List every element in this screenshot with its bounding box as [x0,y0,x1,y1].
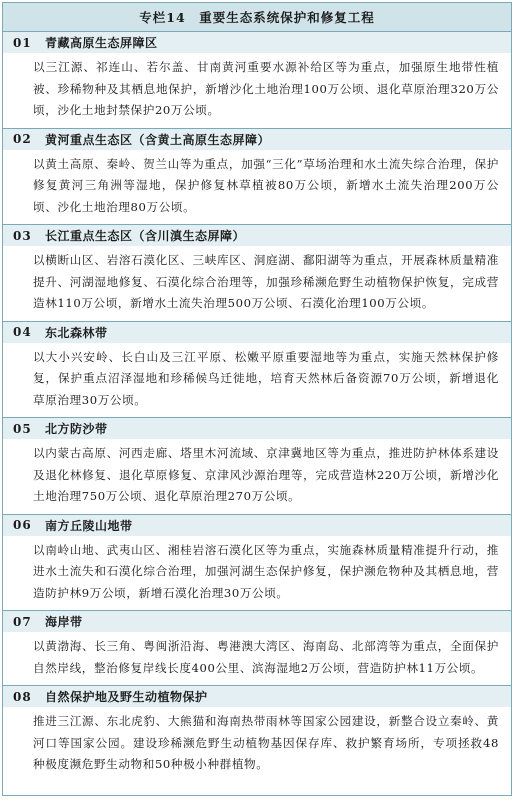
section-header [3,32,511,53]
section-number: 05 [13,421,32,436]
section-heading: 海岸带 [45,615,83,629]
section-header [3,515,511,536]
section-body: 以大小兴安岭、长白山及三江平原、松嫩平原重要湿地等为重点，实施天然林保护修复，保护重点沼泽湿地和珍稀候鸟迁徙地，培育天然林后备资源70万公顷，新增退化草原治理30万公顷。 [33,349,499,407]
infobox-title: 专栏14 重要生态系统保护和修复工程 [3,3,511,32]
section-number: 08 [13,689,32,704]
section-heading: 长江重点生态区（含川滇生态屏障） [45,229,246,243]
section-number: 02 [13,132,32,146]
section-header [3,686,511,707]
section-header [3,225,511,246]
section-body: 以三江源、祁连山、若尔盖、甘南黄河重要水源补给区等为重点，加强原生地带性植被、珍稀物种及其栖息地保护，新增沙化土地治理100万公顷、退化草原治理320万公顷，沙化土地封禁保护20万公顷。 [33,60,499,117]
section-body: 以横断山区、岩溶石漠化区、三峡库区、洞庭湖、鄱阳湖等为重点，开展森林质量精准提升、河湖湿地修复、石漠化综合治理等，加强珍稀濒危野生动植物保护恢复，完成营造林110万公顷，新增水土流失治理500万公顷、石漠化治理100万公顷。 [33,253,499,310]
section-header [3,418,511,439]
section-body: 推进三江源、东北虎豹、大熊猫和海南热带雨林等国家公园建设，新整合设立秦岭、黄河口等国家公园。建设珍稀濒危野生动植物基因保存库、救护繁育场所，专项拯救48种极度濒危野生动物和50种极小种群植物。 [33,714,499,771]
section-number: 04 [13,325,32,339]
section-06 [3,515,511,612]
section-number: 03 [13,228,32,243]
section-header [3,611,511,632]
section-01 [3,32,511,129]
section-number: 07 [13,614,32,629]
section-04 [3,322,511,419]
section-number: 06 [13,518,32,532]
section-body: 以内蒙古高原、河西走廊、塔里木河流域、京津冀地区等为重点，推进防护林体系建设及退化林修复、退化草原修复、京津风沙源治理等，完成营造林220万公顷，新增沙化土地治理750万公顷、退化草原治理270万公顷。 [33,446,499,503]
section-08 [3,686,511,782]
section-07 [3,611,511,686]
section-body: 以黄土高原、秦岭、贺兰山等为重点，加强“三化”草场治理和水土流失综合治理，保护修复黄河三角洲等湿地，保护修复林草植被80万公顷，新增水土流失治理200万公顷、沙化土地治理80万公顷。 [33,156,499,214]
infobox-panel [2,2,512,796]
section-heading: 东北森林带 [45,325,108,340]
section-heading: 黄河重点生态区（含黄土高原生态屏障） [45,132,271,147]
section-heading: 青藏高原生态屏障区 [45,36,158,50]
section-body: 以黄渤海、长三角、粤闽浙沿海、粤港澳大湾区、海南岛、北部湾等为重点，全面保护自然岸线，整治修复岸线长度400公里、滨海湿地2万公顷，营造防护林11万公顷。 [33,639,499,675]
section-header [3,129,511,150]
section-heading: 北方防沙带 [45,422,108,436]
section-heading: 自然保护地及野生动植物保护 [45,690,208,704]
section-body: 以南岭山地、武夷山区、湘桂岩溶石漠化区等为重点，实施森林质量精准提升行动，推进水土流失和石漠化综合治理，加强河湖生态保护修复，保护濒危物种及其栖息地，营造防护林9万公顷，新增石漠化治理30万公顷。 [33,542,499,600]
section-03 [3,225,511,322]
section-number: 01 [13,35,32,50]
section-heading: 南方丘陵山地带 [45,518,133,533]
section-header [3,322,511,343]
section-02 [3,129,511,226]
section-05 [3,418,511,515]
